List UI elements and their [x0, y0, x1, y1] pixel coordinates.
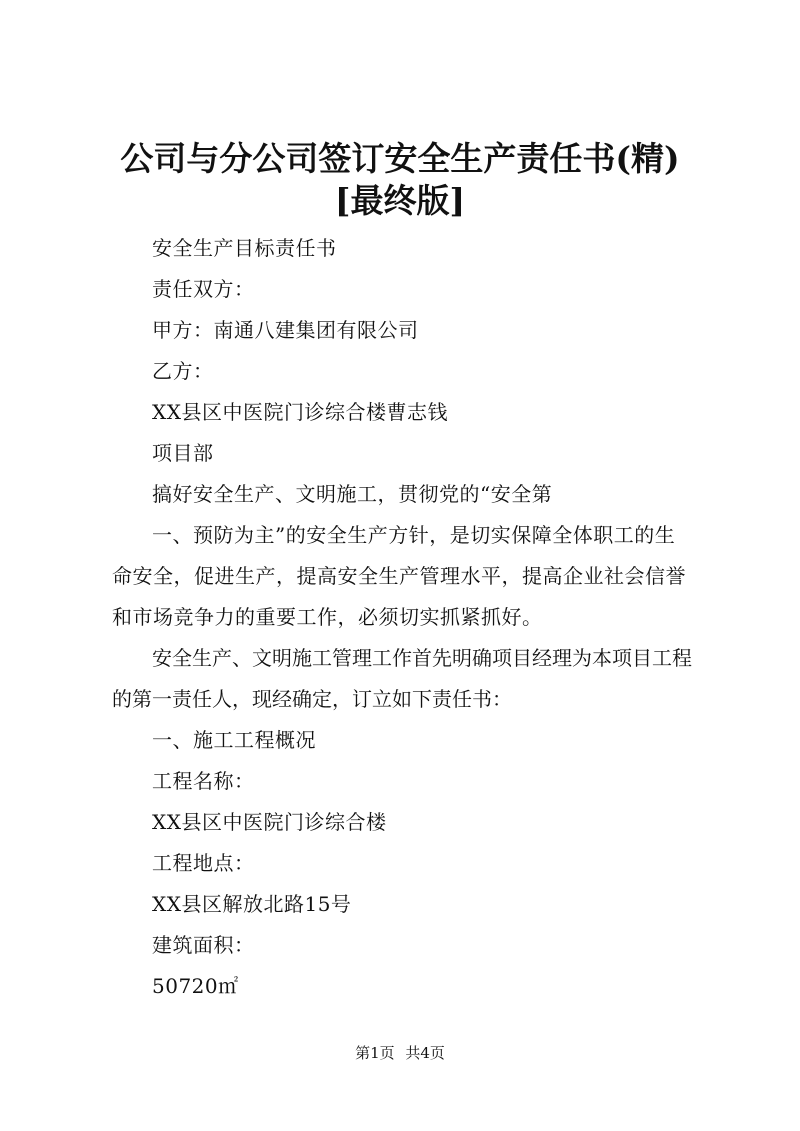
- paragraph-area-value: 50720㎡: [152, 974, 239, 998]
- paragraph-location-value: XX县区解放北路15号: [152, 892, 352, 916]
- paragraph-party-a: 甲方：南通八建集团有限公司: [152, 318, 419, 342]
- paragraph-area-label: 建筑面积：: [152, 933, 255, 957]
- paragraph-parties: 责任双方：: [152, 277, 255, 301]
- document-body: [112, 228, 692, 1007]
- paragraph-safety-policy: 一、预防为主”的安全生产方针，是切实保障全体职工的生命安全，促进生产，提高安全生产管理水平，提高企业社会信誉和市场竞争力的重要工作，必须切实抓紧抓好。: [112, 523, 686, 629]
- paragraph-project-name-value: XX县区中医院门诊综合楼: [152, 810, 387, 834]
- page-footer: [0, 1043, 800, 1063]
- paragraph-party-b: 乙方：: [152, 359, 214, 383]
- paragraph-project-name-label: 工程名称：: [152, 769, 255, 793]
- paragraph-location-label: 工程地点：: [152, 851, 255, 875]
- paragraph-project-dept: 项目部: [152, 441, 214, 465]
- paragraph-project-name: XX县区中医院门诊综合楼曹志钱: [152, 400, 448, 424]
- paragraph-responsibility: 安全生产、文明施工管理工作首先明确项目经理为本项目工程的第一责任人，现经确定，订立如下责任书：: [112, 646, 692, 711]
- paragraph-section-one: 一、施工工程概况: [152, 728, 316, 752]
- page-number: 第1页: [355, 1044, 395, 1062]
- paragraph-target-title: 安全生产目标责任书: [152, 236, 337, 260]
- document-title: 公司与分公司签订安全生产责任书(精)[最终版]: [120, 139, 680, 220]
- page-total: 共4页: [405, 1044, 445, 1062]
- paragraph-safety-intro: 搞好安全生产、文明施工，贯彻党的“安全第: [152, 482, 553, 506]
